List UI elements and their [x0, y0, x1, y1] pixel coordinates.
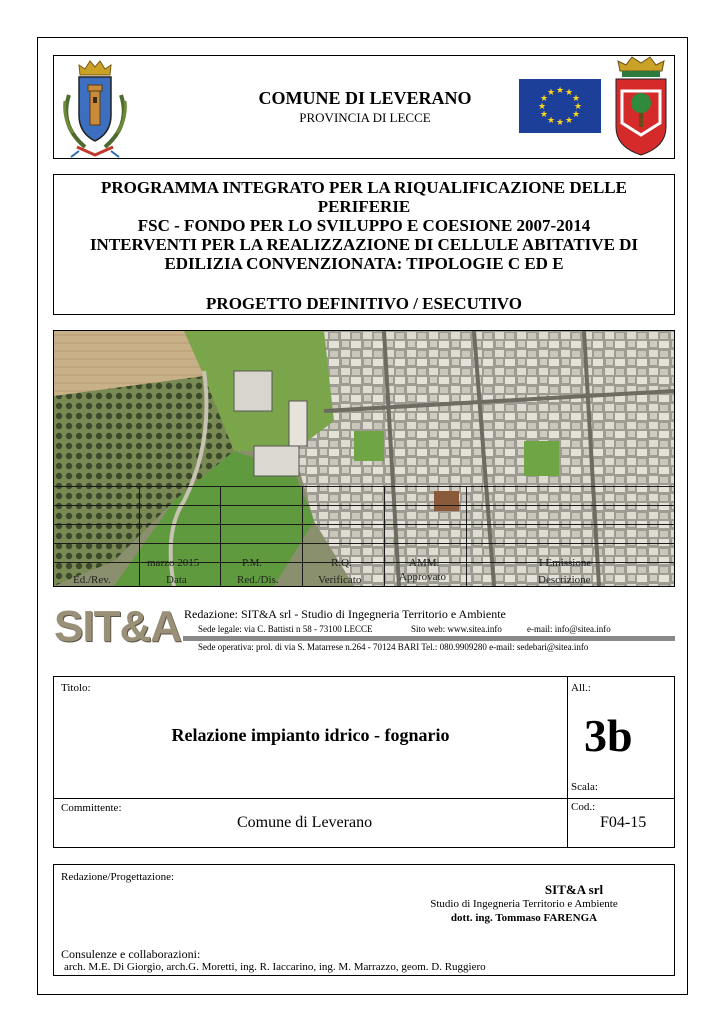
sitea-logo [54, 600, 181, 655]
redazione-engineer: dott. ing. Tommaso FARENGA [450, 912, 598, 924]
cod-value: F04-15 [600, 814, 647, 831]
rev-redatto-value: P.M. [242, 557, 263, 569]
svg-text:★: ★ [573, 102, 583, 112]
all-label: All.: [571, 682, 591, 694]
cod-label: Cod.: [571, 801, 596, 813]
svg-text:★: ★ [546, 116, 556, 126]
comune-title: COMUNE DI LEVERANO [258, 88, 472, 108]
svg-text:★: ★ [539, 110, 549, 120]
committente-label: Committente: [61, 802, 122, 814]
committente-value: Comune di Leverano [237, 814, 373, 831]
rev-header-edrev: Ed./Rev. [73, 574, 111, 586]
rev-grid-line [54, 505, 674, 506]
rev-verificato-value: R.Q. [331, 557, 352, 569]
program-title-line-1: PROGRAMMA INTEGRATO PER LA RIQUALIFICAZIONE DELLE [101, 178, 627, 197]
provincia-subtitle: PROVINCIA DI LECCE [299, 110, 431, 125]
document-title: Relazione impianto idrico - fognario [171, 725, 450, 745]
rev-header-approvato: Approvato [399, 571, 447, 583]
svg-text:★: ★ [571, 110, 581, 120]
all-value: 3b [584, 710, 633, 761]
rev-descrizione-value: I Emissione [539, 557, 592, 569]
svg-text:★: ★ [539, 94, 549, 104]
aerial-photo [53, 330, 675, 587]
program-title-line-4: INTERVENTI PER LA REALIZZAZIONE DI CELLULE ABITATIVE DI [89, 235, 639, 254]
document-info-box [53, 676, 675, 848]
consulenze-label: Consulenze e collaborazioni: [61, 947, 201, 961]
rev-grid-line [54, 486, 674, 487]
rev-grid-line [139, 486, 140, 586]
program-title-box [53, 174, 675, 315]
svg-text:★: ★ [537, 102, 547, 112]
rev-grid-line [54, 524, 674, 525]
rev-grid-line [466, 486, 467, 586]
info-horizontal-divider [54, 798, 674, 799]
svg-text:★: ★ [571, 94, 581, 104]
eu-flag-icon [519, 79, 601, 133]
rev-grid-line [220, 486, 221, 586]
redazione-box [53, 864, 675, 976]
sitea-logo-text: SIT&A [54, 602, 181, 651]
sitea-redazione: Redazione: SIT&A srl - Studio di Ingegneria Territorio e Ambiente [184, 607, 506, 621]
rev-header-reddis: Red./Dis. [237, 574, 279, 586]
rev-header-descrizione: Descrizione [538, 574, 591, 586]
rev-date-value: marzo 2015 [147, 557, 200, 569]
svg-text:★: ★ [555, 118, 565, 128]
leverano-coat-of-arms [55, 55, 135, 159]
svg-text:★: ★ [546, 88, 556, 98]
svg-text:★: ★ [564, 116, 574, 126]
sitea-sede-operativa: Sede operativa: prol. di via S. Matarrese n.264 - 70124 BARI Tel.: 080.9909280 e-mail: sedebari@sitea.info [198, 642, 589, 652]
redazione-label: Redazione/Progettazione: [61, 871, 175, 883]
svg-text:★: ★ [564, 88, 574, 98]
info-vertical-divider [567, 677, 568, 848]
rev-header-data: Data [166, 574, 187, 586]
puglia-region-coat-of-arms [608, 55, 674, 159]
titolo-label: Titolo: [61, 682, 91, 694]
redazione-company: SIT&A srl [544, 882, 604, 897]
rev-grid-line [302, 486, 303, 586]
svg-text:★: ★ [555, 86, 565, 96]
program-title-line-5: EDILIZIA CONVENZIONATA: TIPOLOGIE C ED E [164, 254, 564, 273]
rev-header-verificato: Verificato [318, 574, 362, 586]
sitea-divider-bar [183, 636, 675, 641]
sitea-email: e-mail: info@sitea.info [527, 624, 611, 634]
rev-grid-line [54, 543, 674, 544]
program-title-line-3: FSC - FONDO PER LO SVILUPPO E COESIONE 2007-2014 [137, 216, 591, 235]
rev-approvato-value: AMM. [409, 557, 440, 569]
sitea-sito-web: Sito web: www.sitea.info [411, 624, 502, 634]
progetto-title: PROGETTO DEFINITIVO / ESECUTIVO [206, 294, 522, 313]
program-title-line-2: PERIFERIE [317, 197, 411, 216]
scala-label: Scala: [571, 781, 598, 793]
aerial-photo-image [54, 331, 674, 586]
consulenze-list: arch. M.E. Di Giorgio, arch.G. Moretti, ing. R. Iaccarino, ing. M. Marrazzo, geom. D. Ruggiero [64, 961, 486, 973]
rev-grid-line [384, 486, 385, 586]
redazione-studio: Studio di Ingegneria Territorio e Ambiente [430, 898, 618, 910]
sitea-sede-legale: Sede legale: via C. Battisti n 58 - 73100 LECCE [198, 624, 373, 634]
